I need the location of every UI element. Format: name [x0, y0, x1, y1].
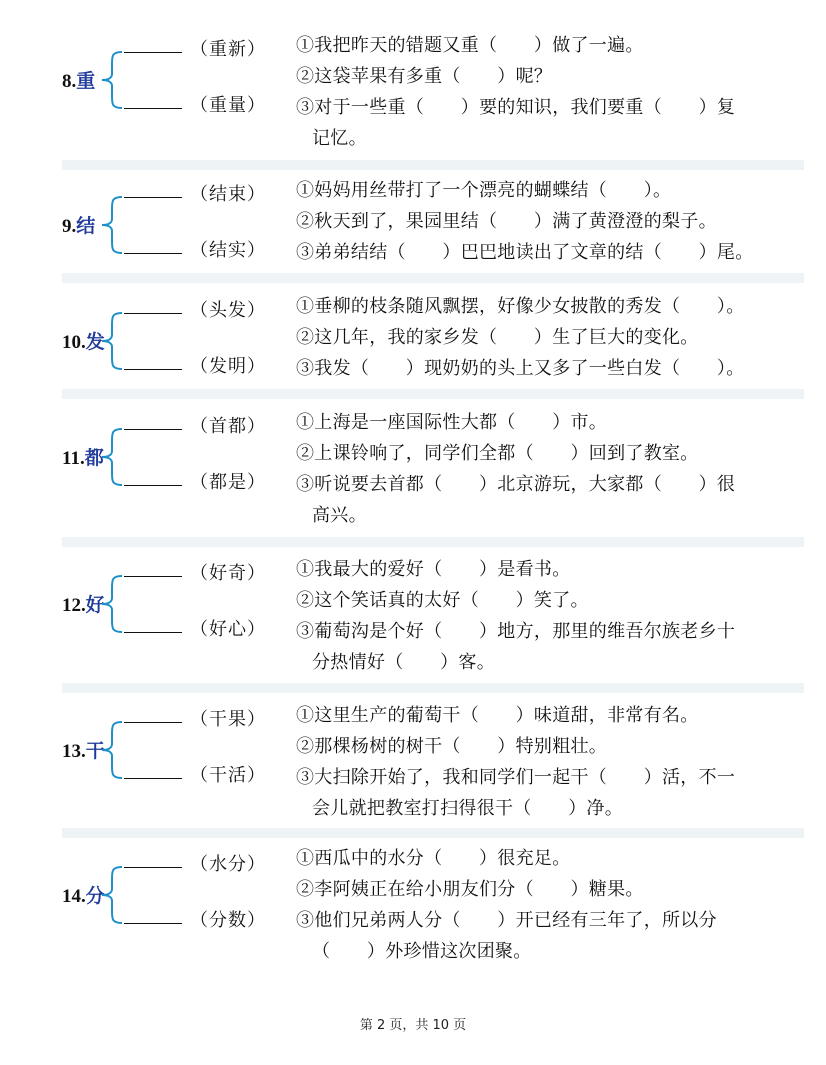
question-number: 14.分 — [62, 885, 105, 907]
sentence: 分热情好（ ）客。 — [312, 652, 495, 673]
sentence: ②这袋苹果有多重（ ）呢？ — [296, 66, 553, 87]
question-number: 11.都 — [62, 447, 104, 469]
word-option: （结束） — [190, 184, 266, 205]
answer-blank[interactable] — [124, 253, 182, 254]
sentence: 高兴。 — [312, 505, 367, 526]
answer-blank[interactable] — [124, 632, 182, 633]
word-option: （分数） — [190, 910, 266, 931]
sentence: ②那棵杨树的树干（ ）特别粗壮。 — [296, 736, 608, 757]
question-number: 12.好 — [62, 594, 105, 616]
brace-icon — [100, 427, 124, 487]
brace-icon — [100, 195, 124, 255]
brace-icon — [100, 865, 124, 925]
sentence: （ ）外珍惜这次团聚。 — [312, 941, 532, 962]
sentence: ②这个笑话真的太好（ ）笑了。 — [296, 590, 589, 611]
question-number: 8.重 — [62, 70, 96, 92]
answer-blank[interactable] — [124, 576, 182, 577]
sentence: 记忆。 — [312, 128, 367, 149]
sentence: ①垂柳的枝条随风飘摆，好像少女披散的秀发（ ）。 — [296, 296, 745, 317]
brace-icon — [100, 720, 124, 780]
sentence: ③我发（ ）现奶奶的头上又多了一些白发（ ）。 — [296, 358, 745, 379]
answer-blank[interactable] — [124, 429, 182, 430]
sentence: ②李阿姨正在给小朋友们分（ ）糖果。 — [296, 879, 644, 900]
sentence: ③弟弟结结（ ）巴巴地读出了文章的结（ ）尾。 — [296, 242, 754, 263]
word-option: （发明） — [190, 356, 266, 377]
word-option: （重量） — [190, 95, 266, 116]
brace-icon — [100, 50, 124, 110]
word-option: （首都） — [190, 416, 266, 437]
word-option: （头发） — [190, 300, 266, 321]
answer-blank[interactable] — [124, 867, 182, 868]
sentence: ①我最大的爱好（ ）是看书。 — [296, 559, 571, 580]
answer-blank[interactable] — [124, 197, 182, 198]
sentence: ①这里生产的葡萄干（ ）味道甜，非常有名。 — [296, 705, 699, 726]
question-number: 13.干 — [62, 740, 105, 762]
answer-blank[interactable] — [124, 313, 182, 314]
word-option: （干果） — [190, 709, 266, 730]
word-option: （好奇） — [190, 563, 266, 584]
sentence: ②秋天到了，果园里结（ ）满了黄澄澄的梨子。 — [296, 211, 717, 232]
question-number: 10.发 — [62, 331, 105, 353]
sentence: ①我把昨天的错题又重（ ）做了一遍。 — [296, 35, 644, 56]
answer-blank[interactable] — [124, 52, 182, 53]
brace-icon — [100, 311, 124, 371]
word-option: （水分） — [190, 854, 266, 875]
answer-blank[interactable] — [124, 778, 182, 779]
sentence: ①上海是一座国际性大都（ ）市。 — [296, 412, 608, 433]
sentence: ②上课铃响了，同学们全都（ ）回到了教室。 — [296, 443, 699, 464]
word-option: （重新） — [190, 39, 266, 60]
sentence: ③他们兄弟两人分（ ）开已经有三年了，所以分 — [296, 910, 717, 931]
sentence: 会儿就把教室打扫得很干（ ）净。 — [312, 798, 624, 819]
page-footer: 第 2 页，共 10 页 — [359, 1018, 467, 1033]
brace-icon — [100, 574, 124, 634]
sentence: ③大扫除开始了，我和同学们一起干（ ）活，不一 — [296, 767, 736, 788]
answer-blank[interactable] — [124, 485, 182, 486]
sentence: ①西瓜中的水分（ ）很充足。 — [296, 848, 571, 869]
sentence: ③听说要去首都（ ）北京游玩，大家都（ ）很 — [296, 474, 736, 495]
sentence: ①妈妈用丝带打了一个漂亮的蝴蝶结（ ）。 — [296, 180, 672, 201]
answer-blank[interactable] — [124, 369, 182, 370]
answer-blank[interactable] — [124, 923, 182, 924]
sentence: ③葡萄沟是个好（ ）地方，那里的维吾尔族老乡十 — [296, 621, 736, 642]
answer-blank[interactable] — [124, 722, 182, 723]
word-option: （都是） — [190, 472, 266, 493]
question-number: 9.结 — [62, 215, 96, 237]
word-option: （干活） — [190, 765, 266, 786]
word-option: （好心） — [190, 619, 266, 640]
sentence: ③对于一些重（ ）要的知识，我们要重（ ）复 — [296, 97, 736, 118]
word-option: （结实） — [190, 240, 266, 261]
answer-blank[interactable] — [124, 108, 182, 109]
sentence: ②这几年，我的家乡发（ ）生了巨大的变化。 — [296, 327, 699, 348]
